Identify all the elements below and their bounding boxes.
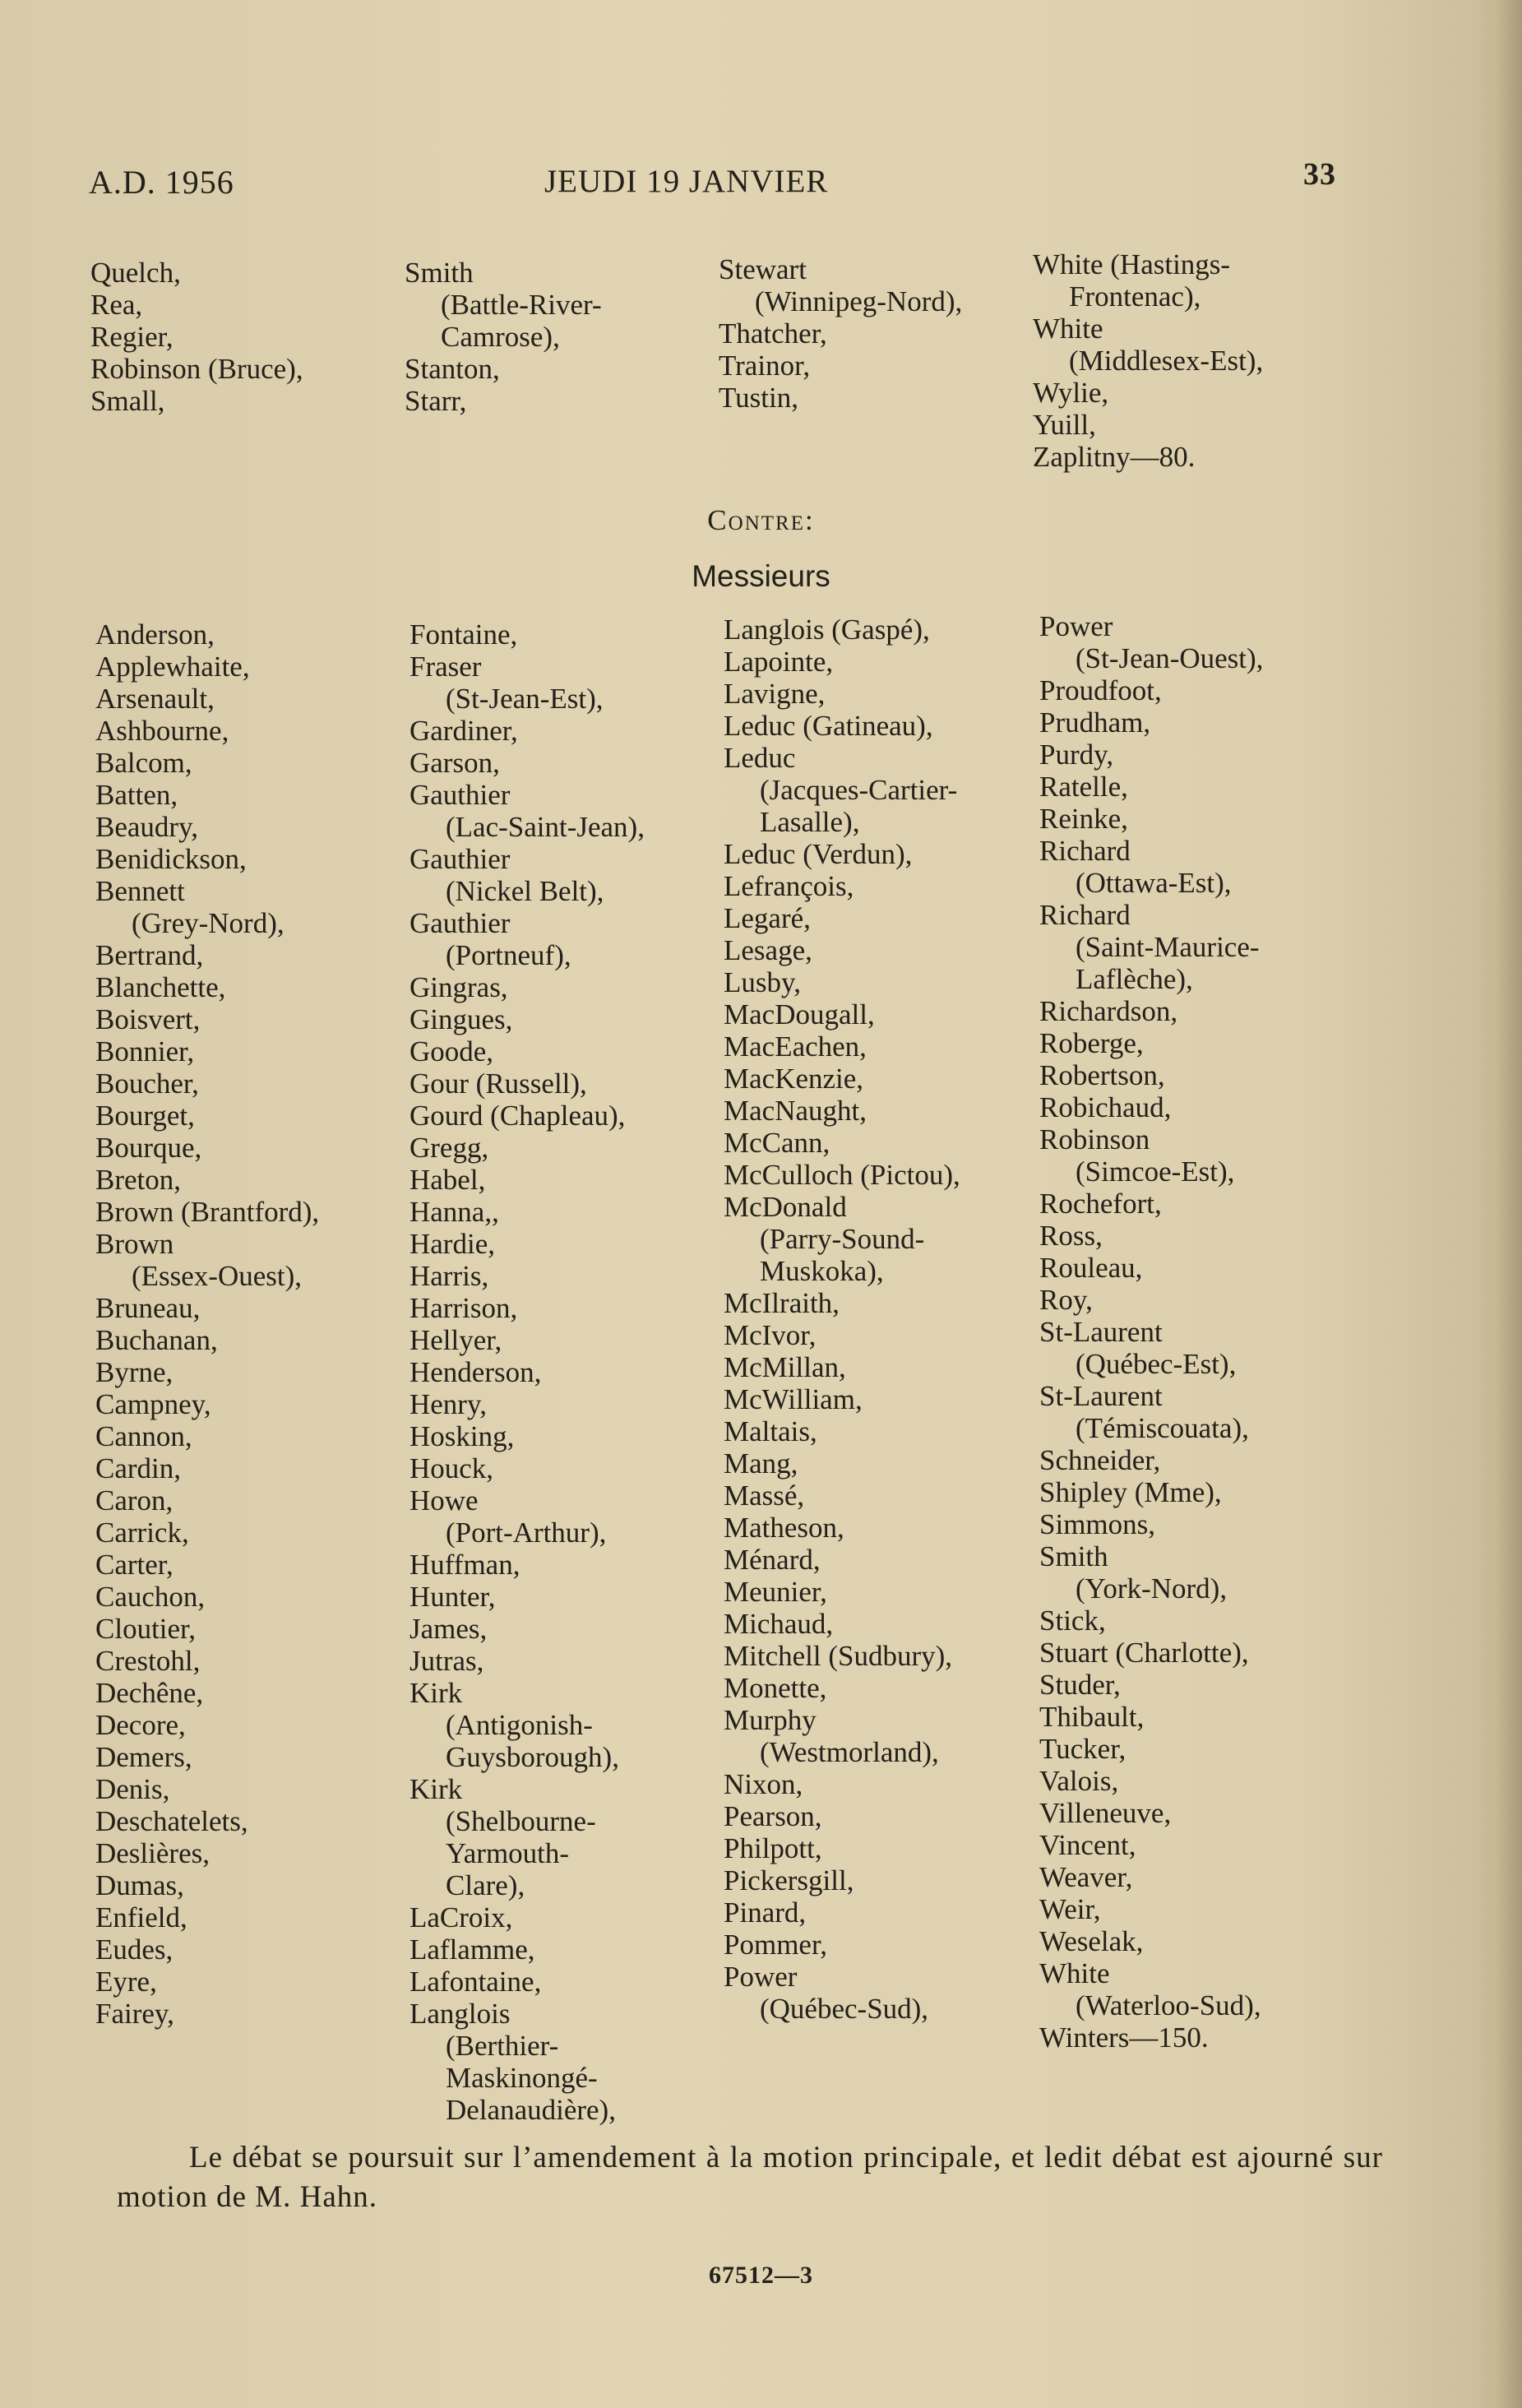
- member-name: Decore,: [95, 1709, 186, 1741]
- member-name: St-Laurent: [1039, 1380, 1163, 1412]
- member-name: McCulloch (Pictou),: [724, 1159, 960, 1191]
- member-name: Kirk: [409, 1773, 463, 1805]
- member-riding: (St-Jean-Est),: [446, 683, 604, 715]
- member-name: Gardiner,: [409, 715, 518, 747]
- contre-heading: [0, 504, 1522, 537]
- member-name: Weaver,: [1039, 1861, 1133, 1893]
- member-name: Jutras,: [409, 1645, 484, 1677]
- page-edge-shadow: [1492, 0, 1522, 2408]
- member-name: Lapointe,: [724, 646, 834, 678]
- member-name: Rea,: [90, 289, 143, 321]
- member-name: Maltais,: [724, 1415, 817, 1447]
- member-name: Eyre,: [95, 1966, 157, 1998]
- member-riding: Lasalle),: [760, 806, 860, 838]
- member-riding: (Middlesex-Est),: [1069, 345, 1264, 377]
- member-riding: Yarmouth-: [446, 1837, 570, 1869]
- member-name: Bertrand,: [95, 939, 204, 971]
- member-riding: Maskinongé-: [446, 2062, 598, 2094]
- member-name: Mang,: [724, 1447, 798, 1480]
- member-name: Hanna,,: [409, 1196, 499, 1228]
- member-name: Beaudry,: [95, 811, 199, 843]
- member-name: Bruneau,: [95, 1292, 201, 1324]
- member-riding: (Ottawa-Est),: [1076, 867, 1232, 899]
- member-name: Denis,: [95, 1773, 170, 1805]
- member-riding: Clare),: [446, 1869, 525, 1901]
- member-name: Arsenault,: [95, 683, 215, 715]
- member-name: Carrick,: [95, 1517, 189, 1549]
- member-name: Boisvert,: [95, 1003, 201, 1035]
- member-name: Starr,: [405, 385, 467, 417]
- member-riding: Frontenac),: [1069, 280, 1201, 313]
- member-name: Dumas,: [95, 1869, 184, 1901]
- member-name: Prudham,: [1039, 706, 1151, 739]
- member-name: Gingues,: [409, 1003, 513, 1035]
- member-name: Smith: [1039, 1540, 1108, 1572]
- member-name: McMillan,: [724, 1351, 846, 1383]
- member-riding: (Saint-Maurice-: [1076, 931, 1260, 963]
- member-name: Harrison,: [409, 1292, 518, 1324]
- member-name: Thatcher,: [719, 317, 827, 350]
- member-riding: (Nickel Belt),: [446, 875, 604, 907]
- member-name: Rouleau,: [1039, 1252, 1143, 1284]
- member-name: Monette,: [724, 1672, 827, 1704]
- member-riding: (Québec-Sud),: [760, 1993, 929, 2025]
- member-name: Crestohl,: [95, 1645, 201, 1677]
- member-name: Thibault,: [1039, 1701, 1145, 1733]
- member-name: Leduc (Gatineau),: [724, 710, 933, 742]
- yeas-column-2: [405, 257, 602, 417]
- member-name: Pickersgill,: [724, 1864, 854, 1896]
- member-name: Regier,: [90, 321, 173, 353]
- member-name: Quelch,: [90, 257, 181, 289]
- member-riding: (Simcoe-Est),: [1076, 1155, 1235, 1188]
- member-riding: (Portneuf),: [446, 939, 571, 971]
- member-name: Carter,: [95, 1549, 173, 1581]
- member-name: Winters—150.: [1039, 2021, 1209, 2054]
- member-name: Gregg,: [409, 1132, 489, 1164]
- member-name: Deslières,: [95, 1837, 210, 1869]
- nays-column-4: [1039, 610, 1263, 2054]
- member-name: White: [1033, 313, 1103, 345]
- member-name: Robinson (Bruce),: [90, 353, 303, 385]
- member-name: Gingras,: [409, 971, 508, 1003]
- member-name: MacNaught,: [724, 1095, 867, 1127]
- member-name: Houck,: [409, 1452, 494, 1484]
- member-name: Gauthier: [409, 779, 511, 811]
- member-name: Nixon,: [724, 1768, 803, 1800]
- member-name: Boucher,: [95, 1067, 199, 1100]
- member-name: Matheson,: [724, 1512, 844, 1544]
- member-riding: Laflèche),: [1076, 963, 1193, 995]
- member-name: Valois,: [1039, 1765, 1119, 1797]
- page-footer-code: 67512—3: [709, 2262, 813, 2289]
- member-name: Mitchell (Sudbury),: [724, 1640, 953, 1672]
- member-riding: (York-Nord),: [1076, 1572, 1228, 1605]
- member-name: Purdy,: [1039, 739, 1114, 771]
- member-riding: Delanaudière),: [446, 2094, 616, 2126]
- member-name: Howe: [409, 1484, 479, 1517]
- member-name: McDonald: [724, 1191, 847, 1223]
- member-name: Breton,: [95, 1164, 182, 1196]
- member-name: Studer,: [1039, 1669, 1121, 1701]
- member-name: Stewart: [719, 253, 807, 285]
- member-name: Vincent,: [1039, 1829, 1136, 1861]
- member-name: White (Hastings-: [1033, 248, 1231, 280]
- member-name: Tustin,: [719, 382, 798, 414]
- member-riding: (St-Jean-Ouest),: [1076, 642, 1264, 674]
- member-name: Bourget,: [95, 1100, 195, 1132]
- member-name: McWilliam,: [724, 1383, 863, 1415]
- member-riding: (Battle-River-: [441, 289, 602, 321]
- nays-column-3: [724, 614, 960, 2025]
- member-name: Proudfoot,: [1039, 674, 1162, 706]
- member-name: Philpott,: [724, 1832, 822, 1864]
- member-riding: Muskoka),: [760, 1255, 884, 1287]
- closing-paragraph: Le débat se poursuit sur l’amendement à la motion principale, et ledit débat est ajourné sur motion de M. Hahn.: [117, 2141, 1383, 2214]
- member-name: Lesage,: [724, 934, 812, 966]
- nays-column-2: [409, 618, 645, 2126]
- member-name: Michaud,: [724, 1608, 834, 1640]
- member-name: Weselak,: [1039, 1925, 1144, 1957]
- member-name: Schneider,: [1039, 1444, 1161, 1476]
- member-name: Lavigne,: [724, 678, 826, 710]
- member-riding: (Grey-Nord),: [132, 907, 285, 939]
- member-name: Huffman,: [409, 1549, 520, 1581]
- member-name: Stanton,: [405, 353, 500, 385]
- member-name: Hardie,: [409, 1228, 495, 1260]
- member-name: Zaplitny—80.: [1033, 441, 1196, 473]
- member-name: Benidickson,: [95, 843, 247, 875]
- member-riding: (Port-Arthur),: [446, 1517, 607, 1549]
- member-name: Lusby,: [724, 966, 801, 998]
- member-name: Langlois (Gaspé),: [724, 614, 930, 646]
- member-name: Tucker,: [1039, 1733, 1126, 1765]
- member-name: Dechêne,: [95, 1677, 204, 1709]
- member-name: Fairey,: [95, 1998, 174, 2030]
- member-name: Richard: [1039, 899, 1131, 931]
- member-name: MacKenzie,: [724, 1063, 864, 1095]
- member-name: White: [1039, 1957, 1110, 1989]
- member-name: Gourd (Chapleau),: [409, 1100, 626, 1132]
- member-name: Lefrançois,: [724, 870, 854, 902]
- member-name: Shipley (Mme),: [1039, 1476, 1222, 1508]
- member-name: Leduc: [724, 742, 796, 774]
- member-riding: (Winnipeg-Nord),: [755, 285, 963, 317]
- member-name: Legaré,: [724, 902, 811, 934]
- member-name: Roberge,: [1039, 1027, 1144, 1059]
- member-name: Ashbourne,: [95, 715, 229, 747]
- member-name: Henderson,: [409, 1356, 542, 1388]
- member-name: Harris,: [409, 1260, 489, 1292]
- member-name: Garson,: [409, 747, 500, 779]
- member-riding: (Essex-Ouest),: [132, 1260, 303, 1292]
- member-name: Kirk: [409, 1677, 463, 1709]
- member-name: Murphy: [724, 1704, 817, 1736]
- contre-heading-text: Contre:: [707, 504, 815, 536]
- messieurs-heading: Messieurs: [692, 559, 830, 593]
- member-name: Deschatelets,: [95, 1805, 248, 1837]
- member-riding: (Berthier-: [446, 2030, 559, 2062]
- member-riding: (Waterloo-Sud),: [1076, 1989, 1261, 2021]
- member-name: Cauchon,: [95, 1581, 206, 1613]
- member-name: Power: [1039, 610, 1113, 642]
- member-name: Massé,: [724, 1480, 805, 1512]
- member-name: Bonnier,: [95, 1035, 195, 1067]
- member-name: Bourque,: [95, 1132, 202, 1164]
- member-name: Gour (Russell),: [409, 1067, 587, 1100]
- member-name: Campney,: [95, 1388, 211, 1420]
- member-name: Smith: [405, 257, 474, 289]
- member-name: Fraser: [409, 651, 482, 683]
- member-name: Robinson: [1039, 1123, 1150, 1155]
- member-name: Ross,: [1039, 1220, 1103, 1252]
- member-name: Habel,: [409, 1164, 486, 1196]
- member-name: Simmons,: [1039, 1508, 1156, 1540]
- member-name: Eudes,: [95, 1933, 173, 1966]
- member-name: Applewhaite,: [95, 651, 250, 683]
- member-name: Enfield,: [95, 1901, 187, 1933]
- member-riding: (Jacques-Cartier-: [760, 774, 958, 806]
- running-head-date: JEUDI 19 JANVIER: [544, 164, 829, 199]
- yeas-column-1: [90, 257, 303, 417]
- member-name: Small,: [90, 385, 165, 417]
- member-riding: (Westmorland),: [760, 1736, 939, 1768]
- member-name: Yuill,: [1033, 409, 1096, 441]
- member-name: Ratelle,: [1039, 771, 1128, 803]
- yeas-column-4: [1033, 248, 1263, 473]
- member-name: Blanchette,: [95, 971, 226, 1003]
- member-name: Weir,: [1039, 1893, 1101, 1925]
- member-name: Henry,: [409, 1388, 487, 1420]
- member-name: Pommer,: [724, 1929, 827, 1961]
- member-riding: (Shelbourne-: [446, 1805, 596, 1837]
- member-name: Caron,: [95, 1484, 173, 1517]
- member-name: Byrne,: [95, 1356, 173, 1388]
- member-name: Gauthier: [409, 843, 511, 875]
- member-name: St-Laurent: [1039, 1316, 1163, 1348]
- member-name: Hellyer,: [409, 1324, 502, 1356]
- member-name: Fontaine,: [409, 618, 518, 651]
- member-name: Hunter,: [409, 1581, 496, 1613]
- member-name: Cardin,: [95, 1452, 182, 1484]
- member-name: McIlraith,: [724, 1287, 840, 1319]
- member-riding: Guysborough),: [446, 1741, 619, 1773]
- member-name: Lafontaine,: [409, 1966, 542, 1998]
- member-name: James,: [409, 1613, 488, 1645]
- member-riding: (Lac-Saint-Jean),: [446, 811, 645, 843]
- member-riding: (Québec-Est),: [1076, 1348, 1237, 1380]
- member-name: Bennett: [95, 875, 185, 907]
- nays-column-1: [95, 618, 319, 2030]
- member-name: Trainor,: [719, 350, 811, 382]
- member-name: MacDougall,: [724, 998, 875, 1030]
- member-riding: Camrose),: [441, 321, 560, 353]
- page-number: 33: [1303, 157, 1336, 192]
- member-name: Richardson,: [1039, 995, 1178, 1027]
- member-name: Pearson,: [724, 1800, 822, 1832]
- member-name: Batten,: [95, 779, 178, 811]
- member-name: Buchanan,: [95, 1324, 218, 1356]
- member-name: Leduc (Verdun),: [724, 838, 913, 870]
- member-name: Richard: [1039, 835, 1131, 867]
- member-name: Anderson,: [95, 618, 215, 651]
- member-name: Laflamme,: [409, 1933, 535, 1966]
- member-name: Goode,: [409, 1035, 494, 1067]
- member-name: Cannon,: [95, 1420, 192, 1452]
- member-name: Villeneuve,: [1039, 1797, 1172, 1829]
- member-riding: (Parry-Sound-: [760, 1223, 925, 1255]
- member-name: Robichaud,: [1039, 1091, 1172, 1123]
- member-name: Langlois: [409, 1998, 511, 2030]
- member-name: Cloutier,: [95, 1613, 197, 1645]
- member-name: Demers,: [95, 1741, 192, 1773]
- member-name: McIvor,: [724, 1319, 817, 1351]
- member-name: Roy,: [1039, 1284, 1093, 1316]
- member-riding: (Témiscouata),: [1076, 1412, 1249, 1444]
- member-name: Stuart (Charlotte),: [1039, 1637, 1249, 1669]
- member-name: Stick,: [1039, 1605, 1106, 1637]
- member-name: Gauthier: [409, 907, 511, 939]
- member-name: Robertson,: [1039, 1059, 1165, 1091]
- member-name: Reinke,: [1039, 803, 1128, 835]
- member-name: Power: [724, 1961, 798, 1993]
- member-name: Balcom,: [95, 747, 192, 779]
- member-name: Ménard,: [724, 1544, 821, 1576]
- running-head-year: A.D. 1956: [89, 164, 234, 201]
- member-name: Hosking,: [409, 1420, 515, 1452]
- member-name: Wylie,: [1033, 377, 1109, 409]
- member-riding: (Antigonish-: [446, 1709, 593, 1741]
- member-name: Meunier,: [724, 1576, 827, 1608]
- member-name: MacEachen,: [724, 1030, 867, 1063]
- member-name: Rochefort,: [1039, 1188, 1162, 1220]
- member-name: McCann,: [724, 1127, 830, 1159]
- yeas-column-3: [719, 253, 962, 414]
- member-name: LaCroix,: [409, 1901, 513, 1933]
- member-name: Pinard,: [724, 1896, 807, 1929]
- member-name: Brown (Brantford),: [95, 1196, 320, 1228]
- member-name: Brown: [95, 1228, 174, 1260]
